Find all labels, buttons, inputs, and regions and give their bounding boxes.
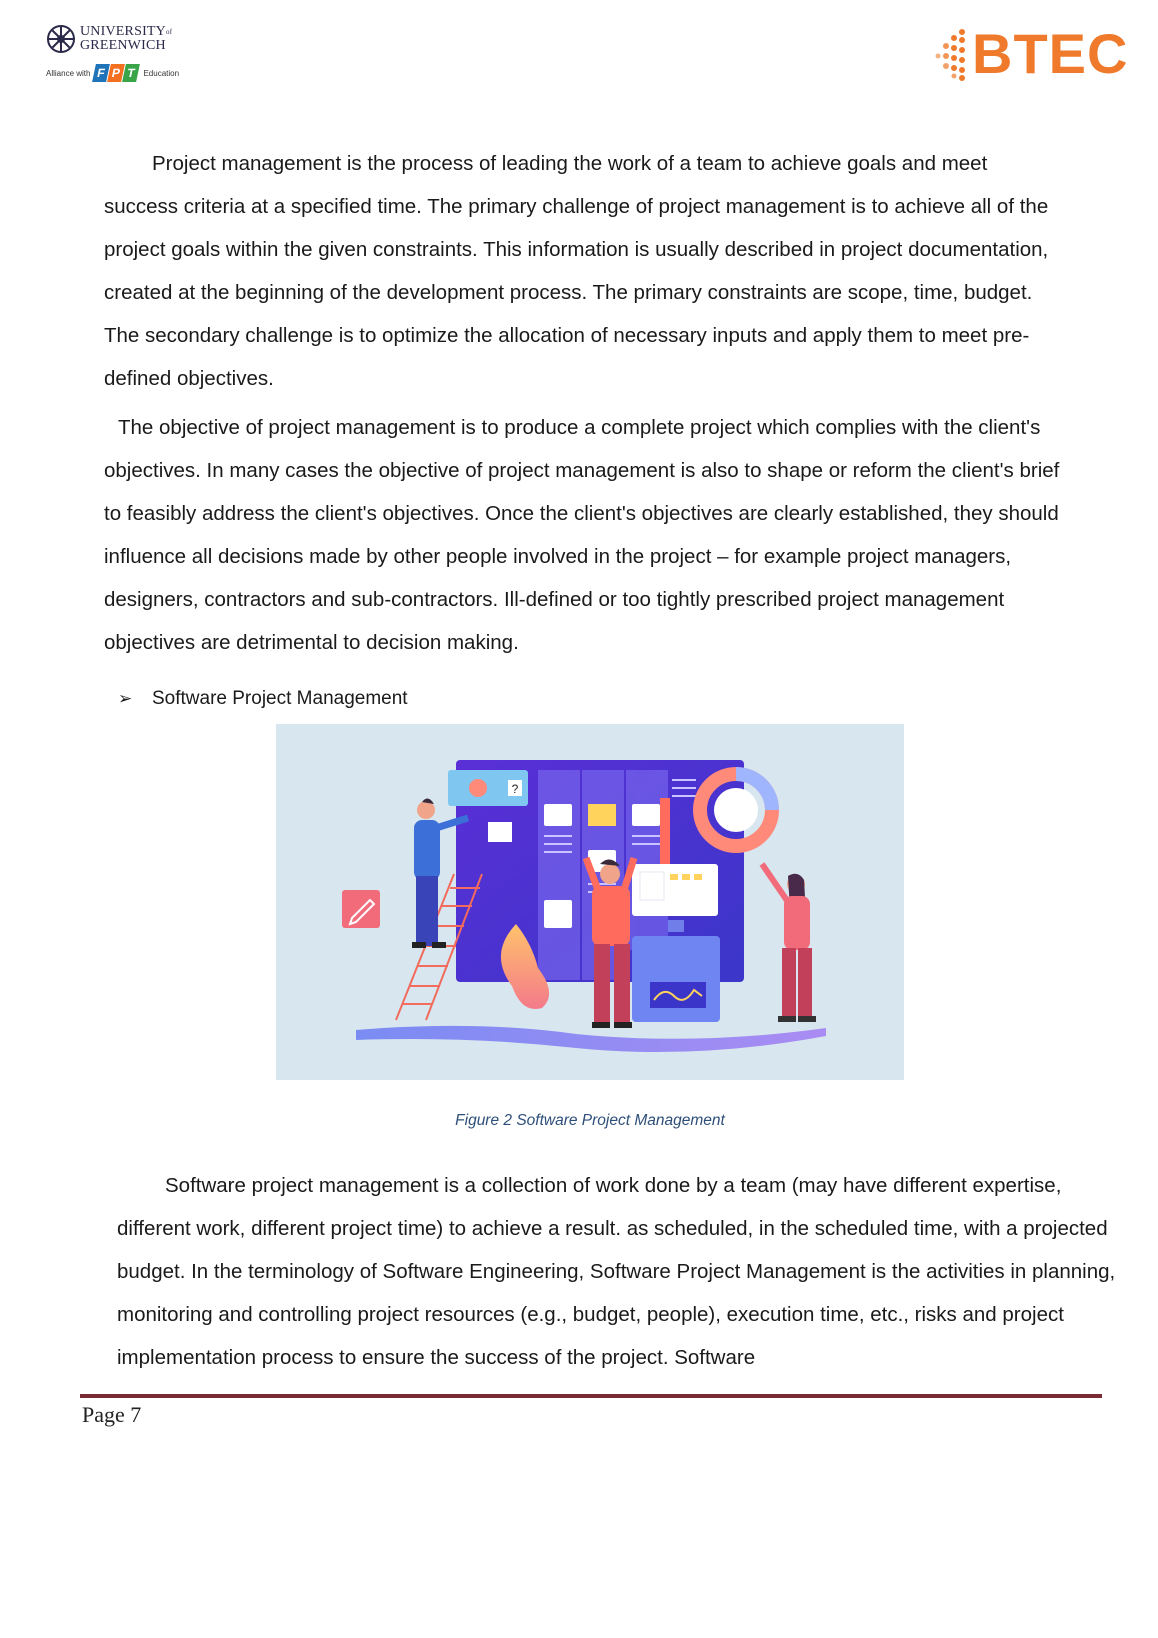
bullet-heading xyxy=(118,688,408,710)
university-of: of xyxy=(166,28,173,36)
fpt-education-label: Education xyxy=(143,68,180,78)
fpt-alliance xyxy=(46,64,196,82)
illustration-svg xyxy=(276,724,904,1080)
footer-rule xyxy=(80,1394,1102,1398)
btec-dots-icon xyxy=(928,24,972,84)
paragraph-project-management xyxy=(104,142,1064,400)
greenwich-name: GREENWICH xyxy=(80,38,166,53)
paragraph-objective xyxy=(104,406,1064,664)
question-mark: ? xyxy=(511,782,519,796)
person-right xyxy=(762,864,816,1022)
fpt-letter-f: F xyxy=(93,64,111,82)
paragraph-1-text: Project management is the process of leading the work of a team to achieve goals and meet success criteria at a specified time. The primary challenge of project management is to achieve all of the project goals within the given constraints. This information is usually described in project documentation, created at the beginning of the development process. The primary constraints are scope, time, budget. The secondary challenge is to optimize the allocation of necessary inputs and apply them to meet pre-defined objectives. xyxy=(104,152,1049,390)
university-logo xyxy=(46,24,196,96)
floor-shape xyxy=(356,1026,826,1052)
arrow-bullet-icon: ➢ xyxy=(118,689,133,708)
btec-wordmark: BTEC xyxy=(972,22,1129,85)
figure-caption: Figure 2 Software Project Management xyxy=(455,1112,725,1129)
page-number: Page 7 xyxy=(82,1402,142,1427)
bullet-heading-text: Software Project Management xyxy=(152,688,408,709)
paragraph-2-text: The objective of project management is to produce a complete project which complies with the client's objectives. In many cases the objective of project management is also to shape or reform the client's brief to feasibly address the client's objectives. Once the client's objectives are clearly established, they should influence all decisions made by other people involved in the project – for example project managers, designers, contractors and sub-contractors. Ill-defined or too tightly prescribed project management objectives are detrimental to decision making. xyxy=(104,416,1060,654)
alliance-label: Alliance with xyxy=(46,68,91,78)
pedestal xyxy=(632,936,720,1022)
software-project-management-illustration xyxy=(276,724,904,1080)
paragraph-3-text: Software project management is a collection of work done by a team (may have different expertise, different work, different project time) to achieve a result. as scheduled, in the scheduled time, with a projected budget. In the terminology of Software Engineering, Software Project Management is the activities in planning, monitoring and controlling project resources (e.g., budget, people), execution time, etc., risks and project implementation process to ensure the success of the project. Software xyxy=(117,1174,1116,1369)
paragraph-software-pm xyxy=(117,1164,1127,1379)
fpt-letter-p: P xyxy=(108,64,126,82)
university-crest-icon xyxy=(46,24,76,54)
university-name: UNIVERSITY xyxy=(80,24,166,39)
fpt-letter-t: T xyxy=(123,64,141,82)
btec-logo xyxy=(928,20,1129,85)
